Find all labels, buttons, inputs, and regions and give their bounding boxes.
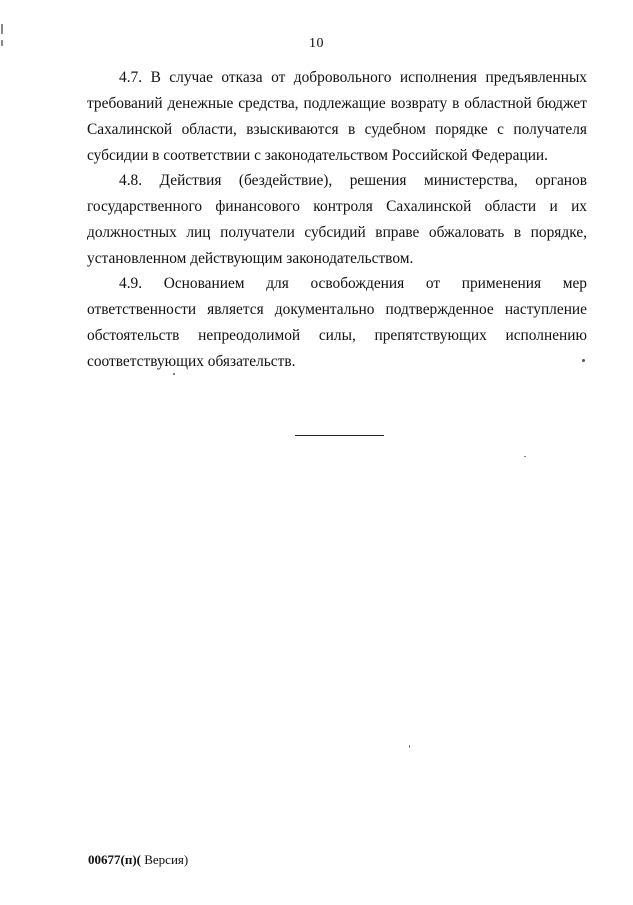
scan-speck [409, 745, 410, 748]
page-number: 10 [309, 36, 324, 51]
scan-edge-mark [1, 40, 3, 46]
document-code [88, 852, 188, 868]
paragraph-4-7: 4.7. В случае отказа от добровольного исполнения предъявленных требований денежные средства, подлежащие возврату в областной бюджет Сахалинской области, взыскиваются в судебном порядке с получателя субсидии в соответствии с законодательством Российской Федерации. [87, 69, 587, 164]
paragraph-4-9: 4.9. Основанием для освобождения от применения мер ответственности является документально подтвержденное наступление обстоятельств непреодолимой силы, препятствующих исполнению соответствующих обязательств. [87, 275, 587, 370]
scan-speck [524, 456, 526, 457]
paragraph-4-8: 4.8. Действия (бездействие), решения министерства, органов государственного финансового контроля Сахалинской области и их должностных лиц получатели субсидий вправе обжаловать в порядке, установленном действующим законодательством. [87, 172, 587, 267]
end-divider-line [295, 435, 384, 436]
document-version-label: Версия) [140, 852, 189, 867]
scan-edge-mark [1, 24, 3, 34]
scan-speck [582, 359, 585, 362]
document-code-number: 00677(п)( [88, 852, 141, 867]
scan-speck [173, 373, 175, 375]
